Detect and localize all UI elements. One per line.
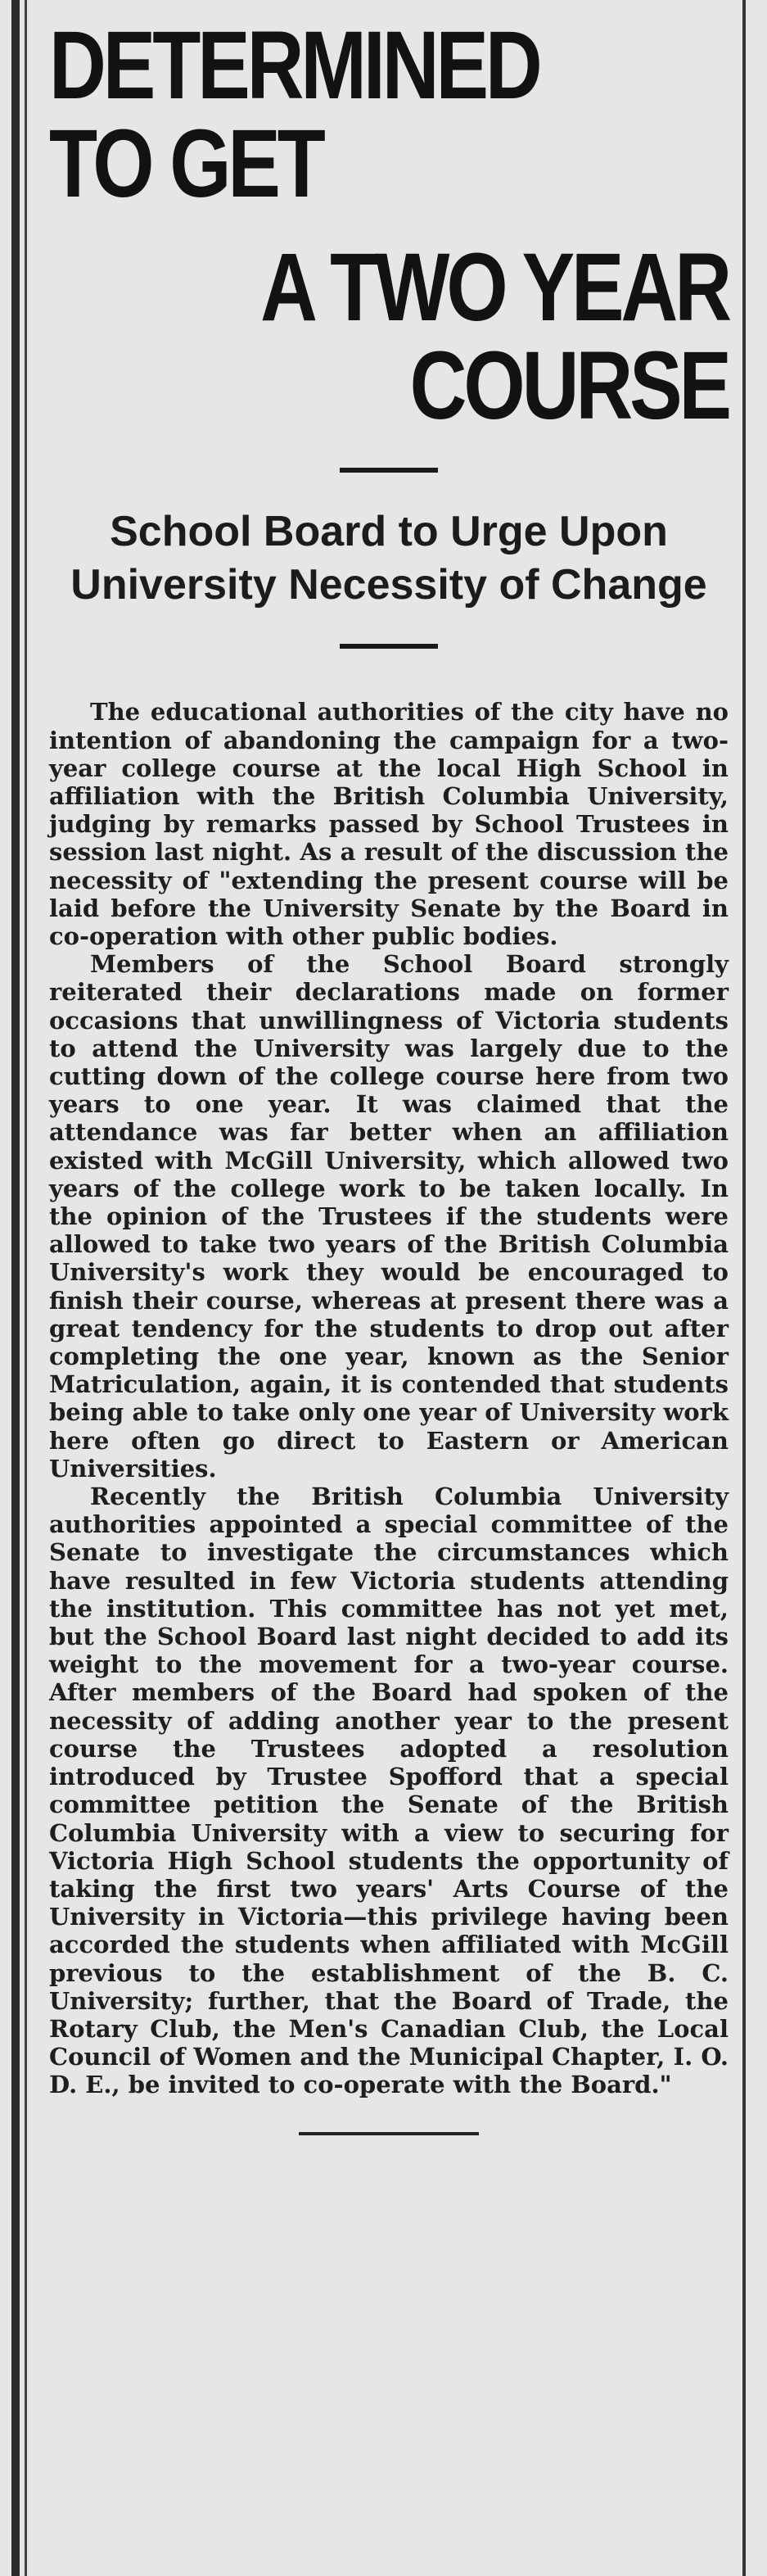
- article-paragraph: The educational authorities of the city have no intention of abandoning the campaign for a two-year college course at the local High School in affiliation with the British Columbia University, judging by remarks passed by School Trustees in session last night. As a result of the discussion the necessity of "extending the present course will be laid before the University Senate by the Board in co-operation with other public bodies.: [49, 698, 729, 950]
- subheadline-divider: [340, 644, 438, 649]
- article-paragraph: Recently the British Columbia University authorities appointed a special committee of the Senate to investigate the circumstances which have resulted in few Victoria students attending the institution. This committee has not yet met, but the School Board last night decided to add its weight to the movement for a two-year course. After members of the Board had spoken of the necessity of adding another year to the present course the Trustees adopted a resolution introduced by Trustee Spofford that a special committee petition the Senate of the British Columbia University with a view to securing for Victoria High School students the opportunity of taking the first two years' Arts Course of the University in Victoria—this privilege having been accorded the students when affiliated with McGill previous to the establishment of the B. C. University; further, that the Board of Trade, the Rotary Club, the Men's Canadian Club, the Local Council of Women and the Municipal Chapter, I. O. D. E., be invited to co-operate with the Board.": [49, 1483, 729, 2099]
- headline-divider: [340, 468, 438, 473]
- left-column-rule-inner: [25, 0, 27, 2576]
- article-paragraph: Members of the School Board strongly reiterated their declarations made on former occasions that unwillingness of Victoria students to attend the University was largely due to the cutting down of the college course here from two years to one year. It was claimed that the attendance was far better when an affiliation existed with McGill University, which allowed two years of the college work to be taken locally. In the opinion of the Trustees if the students were allowed to take two years of the British Columbia University's work they would be encouraged to finish their course, whereas at present there was a great tendency for the students to drop out after completing the one year, known as the Senior Matriculation, again, it is contended that students being able to take only one year of University work here often go direct to Eastern or American Universities.: [49, 950, 729, 1483]
- headline-line-1: DETERMINED TO GET: [49, 11, 539, 219]
- right-column-rule: [742, 0, 746, 2576]
- article-body: [49, 698, 729, 2098]
- article-column: [49, 11, 729, 2135]
- subheadline: School Board to Urge Upon University Necessity of Change: [70, 508, 707, 609]
- left-column-rule: [11, 0, 20, 2576]
- article-end-rule: [299, 2132, 479, 2135]
- headline-line-2: A TWO YEAR COURSE: [260, 233, 729, 441]
